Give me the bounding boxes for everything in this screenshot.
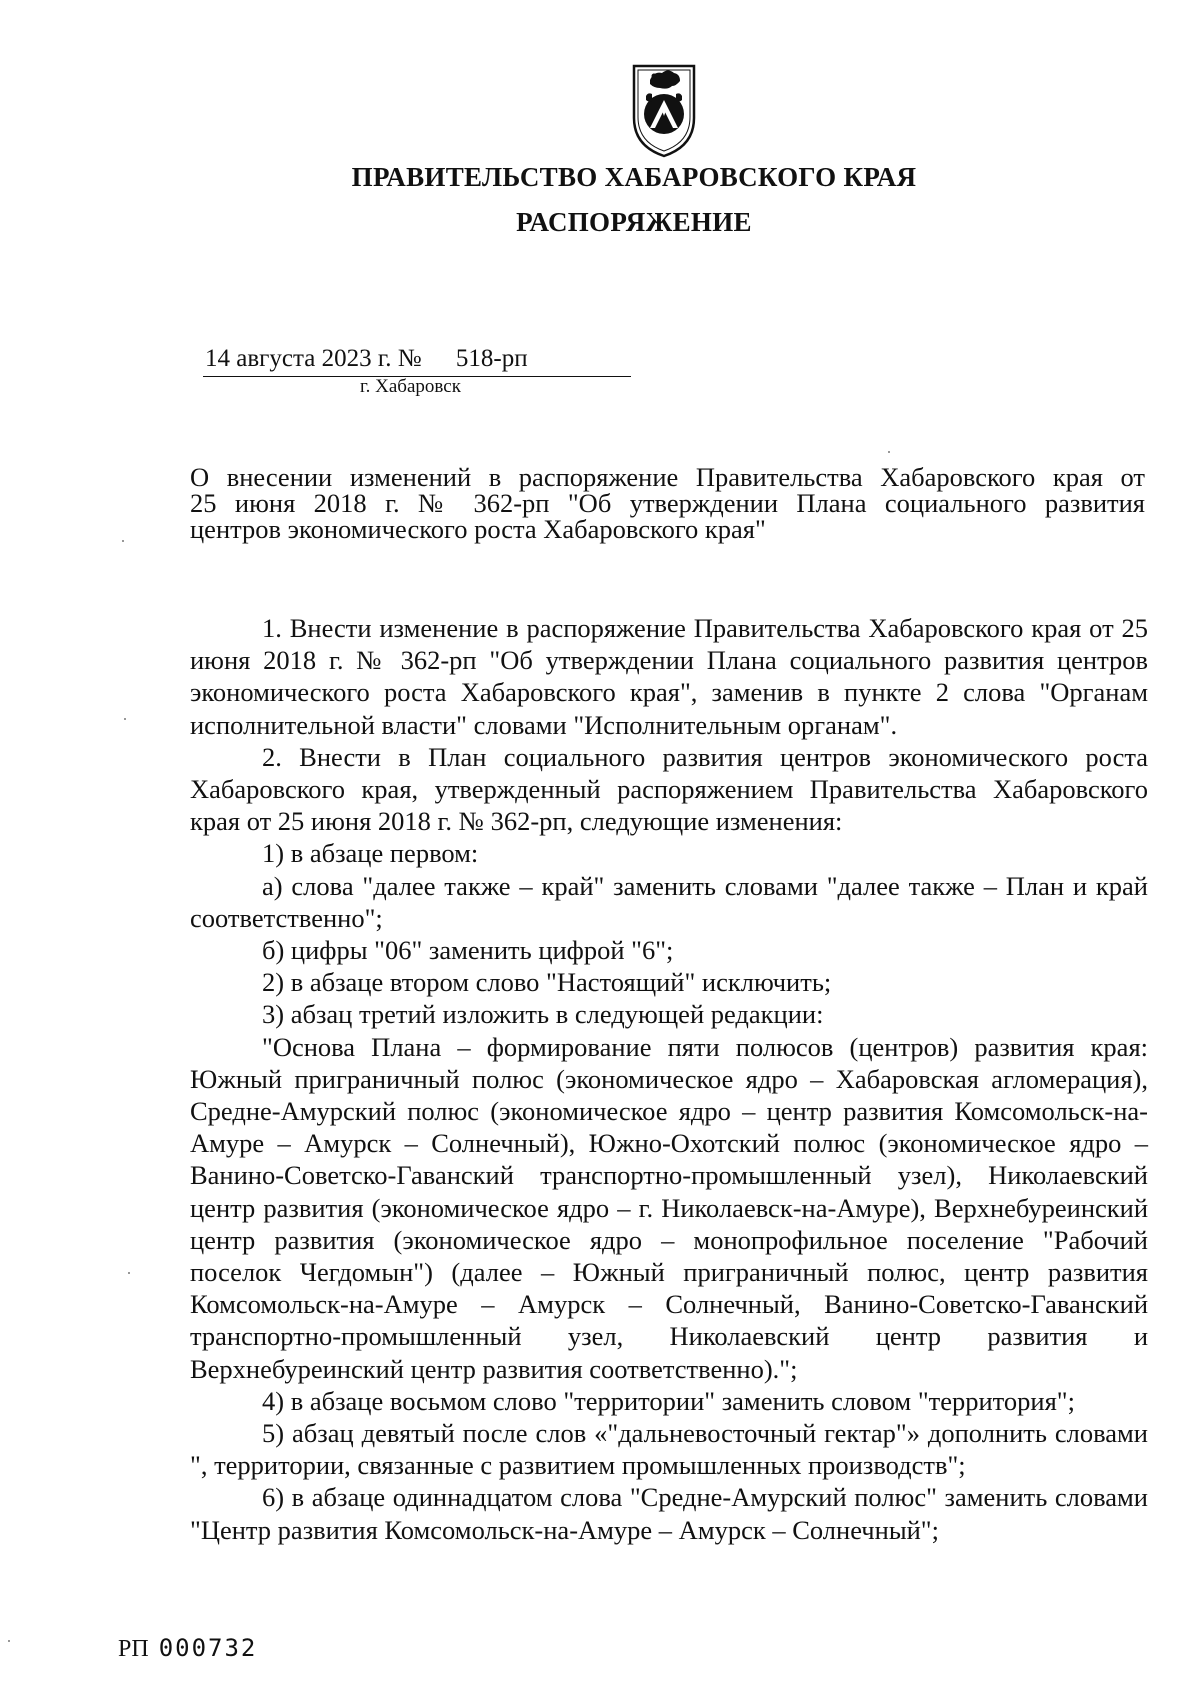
body-paragraph: 5) абзац девятый после слов «"дальневосточный гектар"» дополнить словами ", территории, связанные с развитием промышленных производств"; xyxy=(190,1418,1148,1481)
body-paragraph: 6) в абзаце одиннадцатом слова "Средне-Амурский полюс" заменить словами "Центр развития Комсомольск-на-Амуре – Амурск – Солнечный"; xyxy=(190,1482,1148,1545)
body-paragraph: 1. Внести изменение в распоряжение Правительства Хабаровского края от 25 июня 2018 г. № 362-рп "Об утверждении Плана социального развития центров экономического роста Хабаровского края", заменив в пункте 2 слова "Органам исполнительной власти" словами "Исполнительным органам". xyxy=(190,613,1148,740)
scan-speck xyxy=(8,1640,10,1642)
body-paragraph: 3) абзац третий изложить в следующей редакции: xyxy=(262,999,824,1030)
body-paragraph: 1) в абзаце первом: xyxy=(262,838,479,869)
date-number-line xyxy=(205,345,528,373)
body-paragraph: а) слова "далее также – край" заменить словами "далее также – План и край соответственно"; xyxy=(190,870,1148,933)
scan-speck xyxy=(888,451,890,453)
body-paragraph: "Основа Плана – формирование пяти полюсов (центров) развития края: Южный приграничный полюс (экономическое ядро – Хабаровская агломерация), Средне-Амурский полюс (экономическое ядро – центр развития Комсомольск-на-Амуре – Амурск – Солнечный), Южно-Охотский полюс (экономическое ядро – Ванино-Советско-Гаванский транспортно-промышленный узел), Николаевский центр развития (экономическое ядро – г. Николаевск-на-Амуре), Верхнебуреинский центр развития (экономическое ядро – монопрофильное поселение "Рабочий поселок Чегдомын") (далее – Южный приграничный полюс, центр развития Комсомольск-на-Амуре – Амурск – Солнечный, Ванино-Советско-Гаванский транспортно-промышленный узел, Николаевский центр развития и Верхнебуреинский центр развития соответственно)."; xyxy=(190,1031,1148,1384)
subject-line: центров экономического роста Хабаровского края" xyxy=(190,514,766,544)
serial-number: 000732 xyxy=(158,1634,258,1662)
document-type: РАСПОРЯЖЕНИЕ xyxy=(516,207,752,237)
body-paragraph: 2) в абзаце втором слово "Настоящий" исключить; xyxy=(262,967,832,998)
coat-of-arms-icon xyxy=(628,56,700,158)
body-paragraph: 4) в абзаце восьмом слово "территории" заменить словом "территория"; xyxy=(262,1385,1075,1416)
subject-line: 25 июня 2018 г. № 362-рп "Об утверждении Плана социального развития xyxy=(190,488,1145,518)
number-label: № xyxy=(397,345,422,372)
government-title: ПРАВИТЕЛЬСТВО ХАБАРОВСКОГО КРАЯ xyxy=(351,162,917,192)
form-serial xyxy=(118,1634,257,1663)
scan-speck xyxy=(122,540,124,542)
subject-line: О внесении изменений в распоряжение Правительства Хабаровского края от xyxy=(190,462,1145,492)
document-subject xyxy=(190,464,1145,542)
serial-prefix: РП xyxy=(118,1636,149,1662)
scan-speck xyxy=(128,1272,130,1274)
document-number: 518-рп xyxy=(455,345,528,372)
body-paragraph: 2. Внести в План социального развития центров экономического роста Хабаровского края, утвержденный распоряжением Правительства Хабаровского края от 25 июня 2018 г. № 362-рп, следующие изменения: xyxy=(190,741,1148,837)
document-date: 14 августа 2023 г. xyxy=(205,345,392,372)
scan-speck xyxy=(124,718,126,720)
body-paragraph: б) цифры "06" заменить цифрой "6"; xyxy=(262,935,674,966)
document-body xyxy=(190,612,1148,1546)
city-label: г. Хабаровск xyxy=(360,376,461,397)
